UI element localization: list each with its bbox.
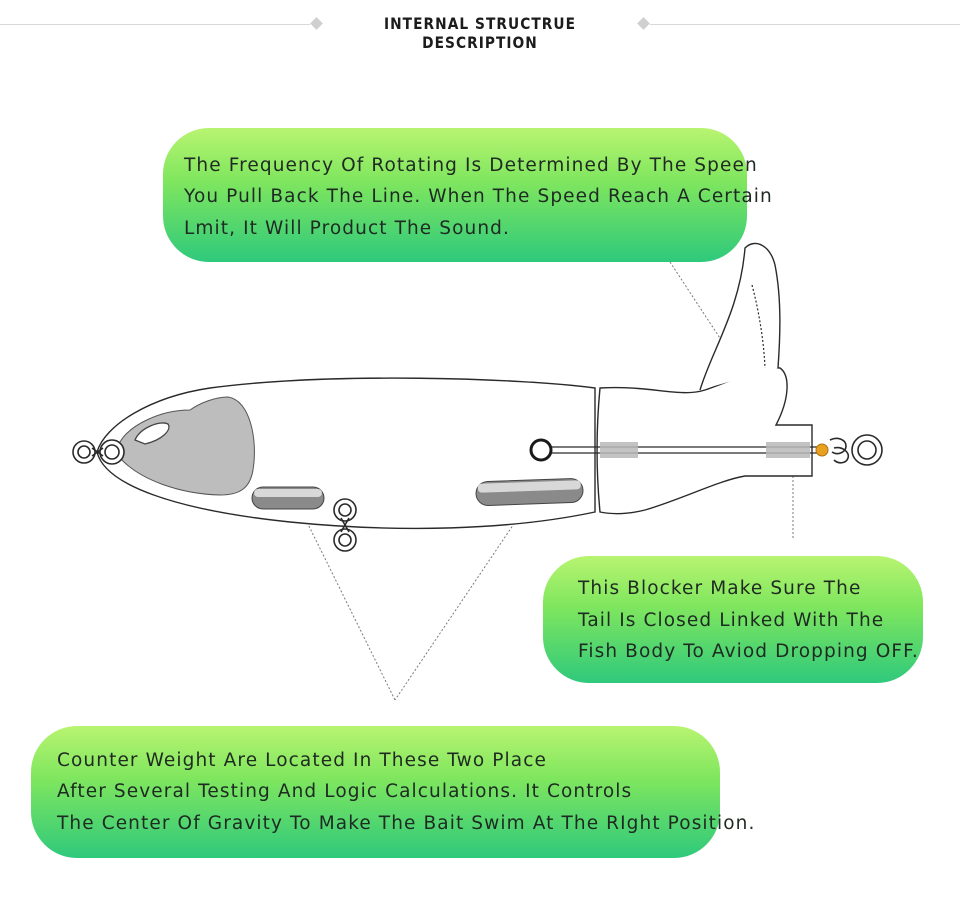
split-ring-icon — [73, 440, 124, 464]
callout-rotation-line-2: You Pull Back The Line. When The Speed Reach A Certain — [184, 186, 773, 207]
callout-blocker-line-3: Fish Body To Aviod Dropping OFF. — [578, 641, 919, 662]
counter-weight-front-highlight — [254, 489, 322, 497]
tail-swivel-icon — [830, 435, 882, 465]
callout-weight-line-2: After Several Testing And Logic Calculations. It Controls — [57, 781, 633, 802]
callout-rotation — [163, 128, 773, 262]
callout-weight-line-1: Counter Weight Are Located In These Two Place — [57, 750, 547, 771]
callout-blocker-line-2: Tail Is Closed Linked With The — [578, 610, 885, 631]
leader-weight-rear — [395, 500, 530, 700]
section-title: INTERNAL STRUCTRUE DESCRIPTION — [383, 14, 577, 52]
blocker-bead — [816, 444, 828, 456]
propeller-blade — [700, 243, 780, 390]
callout-rotation-line-1: The Frequency Of Rotating Is Determined By The Speen — [184, 155, 758, 176]
wire-sleeve-rear — [766, 442, 810, 458]
callout-blocker — [543, 556, 923, 683]
callout-rotation-line-3: Lmit, It Will Product The Sound. — [184, 218, 511, 239]
callout-counter-weight — [31, 726, 756, 858]
callout-blocker-line-1: This Blocker Make Sure The — [578, 578, 862, 599]
callout-weight-line-3: The Center Of Gravity To Make The Bait Swim At The RIght Position. — [57, 813, 756, 834]
wire-sleeve-front — [600, 442, 638, 458]
line-eye-icon — [531, 440, 551, 460]
lure-tail-section — [597, 368, 812, 514]
